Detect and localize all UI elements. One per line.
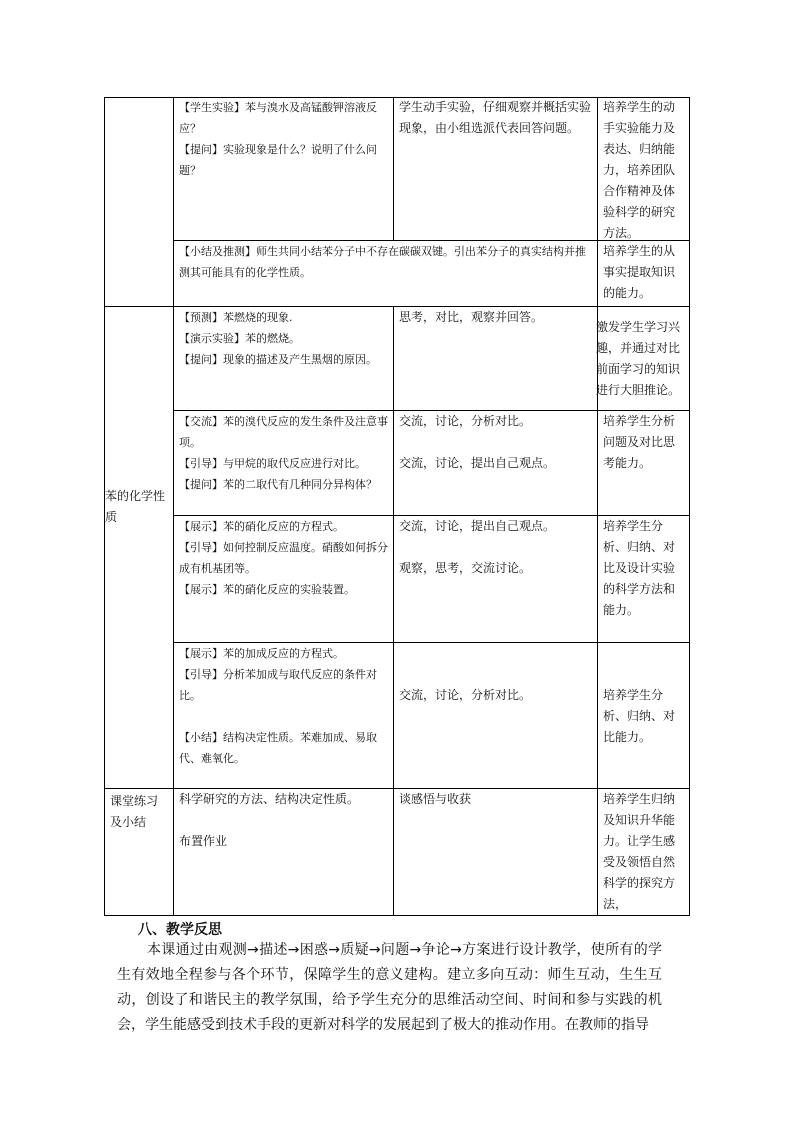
table-divider-c — [597, 97, 598, 916]
teacher-activity-line: 【学生实验】苯与溴水及高锰酸钾溶液反应？ — [179, 101, 377, 135]
student-activity-cell — [399, 97, 592, 139]
design-intent-line: 培养学生分析问题及对比思考能力。 — [603, 414, 676, 470]
teacher-activity-cell — [179, 516, 389, 600]
design-intent-line: 培养学生的从事实提取知识的能力。 — [603, 244, 676, 300]
student-activity-line: 交流，讨论，分析对比。 — [399, 414, 532, 428]
section-label — [105, 486, 171, 528]
teacher-activity-line: 【提问】实验现象是什么？说明了什么问题？ — [179, 143, 377, 177]
student-activity-line: 思考，对比，观察并回答。 — [399, 310, 544, 324]
teacher-activity-line: 【交流】苯的溴代反应的发生条件及注意事项。 — [179, 415, 388, 449]
design-intent-cell — [603, 516, 685, 621]
table-divider-a — [173, 97, 174, 916]
teacher-activity-line: 【展示】苯的硝化反应的方程式。 — [179, 520, 344, 533]
teacher-activity-line: 【引导】分析苯加成与取代反应的条件对比。 — [179, 668, 377, 702]
table-divider-b — [393, 306, 394, 916]
design-intent-line: 培养学生分析、归纳、对比及设计实验的科学方法和能力。 — [603, 519, 676, 617]
teacher-activity-line: 【提问】现象的描述及产生黑烟的原因。 — [179, 353, 377, 366]
section-label-text: 课堂练习及小结 — [110, 794, 159, 829]
student-activity-line: 交流，讨论，提出自己观点。 — [399, 456, 556, 470]
design-intent-cell — [603, 685, 685, 748]
table-border-right — [689, 97, 690, 916]
design-intent-line: 培养学生的动手实验能力及表达、归纳能力，培养团队合作精神及体验科学的研究方法。 — [603, 100, 676, 240]
reflection-paragraph: 本课通过由观测→描述→困惑→质疑→问题→争论→方案进行设计教学，使所有的学生有效地全程参与各个环节，保障学生的意义建构。建立多向互动：师生互动，生生互动，创设了和谐民主的教学氛围，给予学生充分的思维活动空间、时间和参与实践的机会，学生能感受到技术手段的更新对科学的发展起到了极大的推动作用。在教师的指导 — [117, 942, 662, 1033]
design-intent-cell — [603, 789, 685, 915]
table-border-bottom — [104, 915, 690, 916]
student-activity-line: 观察，思考，交流讨论。 — [399, 561, 532, 575]
section-label-text: 苯的化学性质 — [105, 489, 166, 524]
teacher-activity-line: 【展示】苯的硝化反应的实验装置。 — [179, 583, 355, 596]
student-activity-cell — [399, 411, 592, 474]
teacher-activity-line: 【引导】如何控制反应温度。硝酸如何拆分成有机基团等。 — [179, 541, 388, 575]
student-activity-line: 交流，讨论，分析对比。 — [399, 688, 532, 702]
design-intent-line: 激发学生学习兴趣，并通过对比前面学习的知识进行大胆推论。 — [596, 320, 681, 397]
design-intent-cell — [603, 97, 685, 244]
teacher-activity-line: 【演示实验】苯的燃烧。 — [179, 332, 300, 345]
section-heading: 八、教学反思 — [138, 922, 222, 938]
student-activity-line: 交流，讨论，提出自己观点。 — [399, 519, 556, 533]
student-activity-cell — [399, 789, 592, 810]
teacher-activity-cell — [179, 643, 389, 769]
design-intent-line: 培养学生归纳及知识升华能力。让学生感受及领悟自然科学的探究方法， — [603, 792, 676, 911]
summary-cell — [179, 241, 591, 283]
teacher-activity-line: 【提问】苯的二取代有几种同分异构体？ — [179, 478, 377, 491]
design-intent-cell — [603, 241, 685, 304]
teacher-activity-cell — [179, 307, 387, 370]
teacher-activity-line: 【引导】与甲烷的取代反应进行对比。 — [179, 457, 366, 470]
teacher-activity-cell — [179, 411, 389, 495]
student-activity-line: 谈感悟与收获 — [399, 792, 472, 806]
teacher-activity-line: 【展示】苯的加成反应的方程式。 — [179, 647, 344, 660]
student-activity-line: 学生动手实验，仔细观察并概括实验现象，由小组选派代表回答问题。 — [399, 100, 592, 135]
section-label — [110, 791, 168, 833]
teacher-activity-line: 【预测】苯燃烧的现象. — [179, 311, 293, 324]
teacher-activity-line: 科学研究的方法、结构决定性质。 — [179, 792, 360, 806]
student-activity-cell — [399, 516, 592, 579]
student-activity-cell — [399, 685, 592, 706]
design-intent-cell — [596, 317, 685, 401]
teacher-activity-cell — [179, 97, 389, 181]
student-activity-cell — [399, 307, 592, 328]
design-intent-cell — [603, 411, 685, 474]
teacher-activity-cell — [179, 789, 389, 852]
teacher-activity-line: 【小结】结构决定性质。苯难加成、易取代、难氧化。 — [179, 731, 377, 765]
table-divider-b — [393, 97, 394, 240]
design-intent-line: 培养学生分析、归纳、对比能力。 — [603, 688, 676, 744]
summary-line: 【小结及推测】师生共同小结苯分子中不存在碳碳双键。引出苯分子的真实结构并推测其可能具有的化学性质。 — [179, 245, 586, 279]
teacher-activity-line: 布置作业 — [179, 834, 228, 848]
